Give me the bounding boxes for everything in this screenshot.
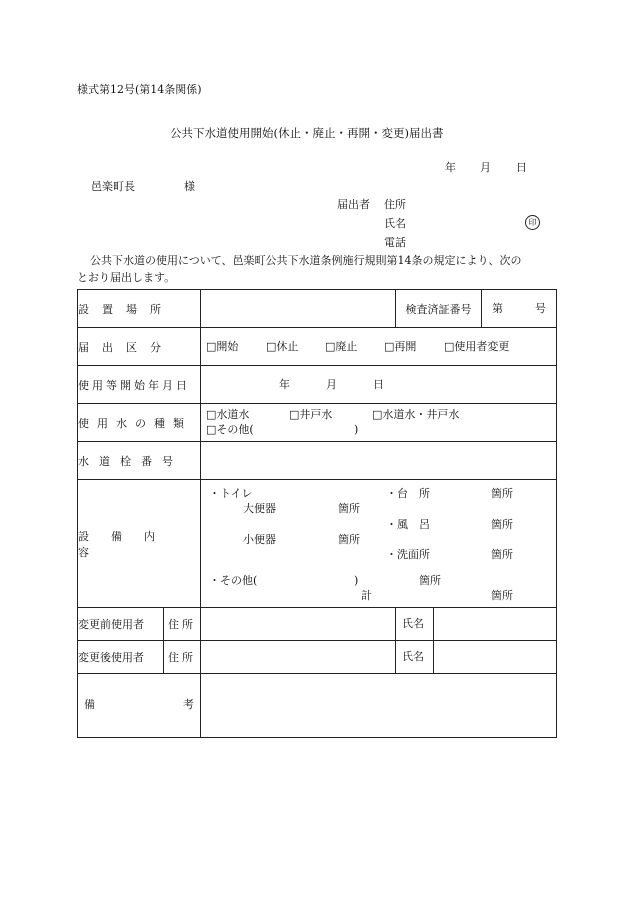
water-tap-checkbox[interactable]: □水道水 [206, 408, 250, 421]
inspection-label: 検査済証番号 [405, 302, 472, 316]
equip-large-unit: 箇所 [338, 502, 360, 515]
equip-small-unit: 箇所 [338, 533, 360, 546]
remarks-label-b: 考 [183, 698, 194, 711]
recipient-honorific: 様 [184, 180, 195, 193]
equip-other-label: ・その他( [209, 574, 258, 587]
row-remarks [78, 674, 557, 738]
applicant-phone-label: 電話 [384, 236, 406, 249]
intro-line-2: とおり届出します。 [77, 271, 176, 284]
date-day: 日 [516, 161, 527, 174]
equip-large-label: 大便器 [243, 502, 276, 515]
equip-toilet-label: ・トイレ [209, 487, 253, 500]
date-year: 年 [445, 161, 456, 174]
equip-washroom-label: ・洗面所 [386, 548, 430, 561]
equipment-label-cell [78, 480, 201, 608]
row-next-user [78, 641, 557, 674]
applicant-label: 届出者 [337, 198, 370, 211]
next-user-address-label: 住所 [168, 651, 196, 664]
water-other-close: ) [354, 423, 359, 436]
next-user-address-input[interactable] [201, 641, 396, 674]
equip-other-close: ) [354, 574, 359, 587]
inspection-no-suffix: 号 [535, 302, 546, 315]
recipient-name: 邑楽町長 [91, 180, 135, 193]
water-both-checkbox[interactable]: □水道水・井戸水 [372, 408, 460, 421]
prev-user-address-label: 住所 [168, 618, 196, 631]
row-location [78, 290, 557, 328]
applicant-address-label: 住所 [384, 198, 406, 211]
start-date-year: 年 [279, 378, 290, 391]
location-input[interactable] [201, 290, 396, 328]
water-type-options [201, 404, 557, 442]
form-title: 公共下水道使用開始(休止・廃止・再開・変更)届出書 [170, 126, 444, 140]
equipment-input[interactable] [201, 480, 557, 608]
applicant-name-label: 氏名 [384, 217, 406, 230]
water-type-label-cell [78, 404, 201, 442]
equip-other-unit: 箇所 [419, 574, 441, 587]
application-table [77, 289, 557, 738]
equip-kitchen-unit: 箇所 [491, 487, 513, 500]
next-user-name-divider [433, 641, 434, 673]
row-category [78, 328, 557, 366]
row-meter-number [78, 442, 557, 480]
start-date-day: 日 [373, 378, 384, 391]
prev-user-label-cell [78, 608, 164, 641]
category-user-change-checkbox[interactable]: □使用者変更 [444, 340, 510, 353]
meter-number-label-cell [78, 442, 201, 480]
category-abolish-checkbox[interactable]: □廃止 [325, 340, 358, 353]
row-start-date [78, 366, 557, 404]
water-type-label: 使用水の種類 [78, 416, 192, 430]
equip-small-label: 小便器 [243, 533, 276, 546]
inspection-number-input[interactable] [482, 290, 557, 328]
prev-user-address-input[interactable] [201, 608, 396, 641]
prev-user-name-label: 氏名 [402, 617, 424, 630]
water-well-checkbox[interactable]: □井戸水 [289, 408, 333, 421]
next-user-label-cell [78, 641, 164, 674]
prev-user-name-input[interactable] [396, 608, 557, 641]
next-user-address-label-cell [164, 641, 201, 674]
equip-kitchen-label: ・台 所 [386, 487, 430, 500]
category-resume-checkbox[interactable]: □再開 [384, 340, 417, 353]
category-start-checkbox[interactable]: □開始 [206, 340, 239, 353]
remarks-label-a: 備 [84, 698, 95, 711]
row-water-type [78, 404, 557, 442]
prev-user-name-divider [433, 608, 434, 640]
next-user-name-label: 氏名 [402, 650, 424, 663]
water-other-checkbox[interactable]: □その他( [206, 423, 254, 436]
row-prev-user [78, 608, 557, 641]
category-label: 届出区分 [78, 340, 174, 354]
category-options [201, 328, 557, 366]
inspection-no-prefix: 第 [492, 302, 503, 315]
start-date-input[interactable] [201, 366, 557, 404]
next-user-name-input[interactable] [396, 641, 557, 674]
row-equipment [78, 480, 557, 608]
equip-total-label: 計 [361, 589, 372, 602]
seal-icon: 印 [525, 215, 540, 230]
remarks-label-cell [78, 674, 201, 738]
start-date-label: 使用等開始年月日 [78, 378, 190, 392]
form-number: 様式第12号(第14条関係) [77, 83, 202, 96]
meter-number-input[interactable] [201, 442, 557, 480]
intro-line-1: 公共下水道の使用について、邑楽町公共下水道条例施行規則第14条の規定により、次の [90, 254, 522, 267]
next-user-label: 変更後使用者 [78, 651, 144, 664]
equip-bath-unit: 箇所 [491, 518, 513, 531]
equip-washroom-unit: 箇所 [491, 548, 513, 561]
location-label-cell [78, 290, 201, 328]
start-date-month: 月 [326, 378, 337, 391]
prev-user-label: 変更前使用者 [78, 618, 144, 631]
category-suspend-checkbox[interactable]: □休止 [266, 340, 299, 353]
date-month: 月 [480, 161, 491, 174]
remarks-input[interactable] [201, 674, 557, 738]
equip-bath-label: ・風 呂 [386, 518, 430, 531]
prev-user-address-label-cell [164, 608, 201, 641]
location-label: 設置場所 [78, 302, 174, 316]
seal-mark [525, 215, 540, 230]
inspection-label-cell [396, 290, 482, 328]
start-date-label-cell [78, 366, 201, 404]
category-label-cell [78, 328, 201, 366]
equipment-label: 設備内容 [78, 529, 177, 559]
equip-total-unit: 箇所 [491, 589, 513, 602]
meter-number-label: 水道栓番号 [78, 454, 183, 468]
